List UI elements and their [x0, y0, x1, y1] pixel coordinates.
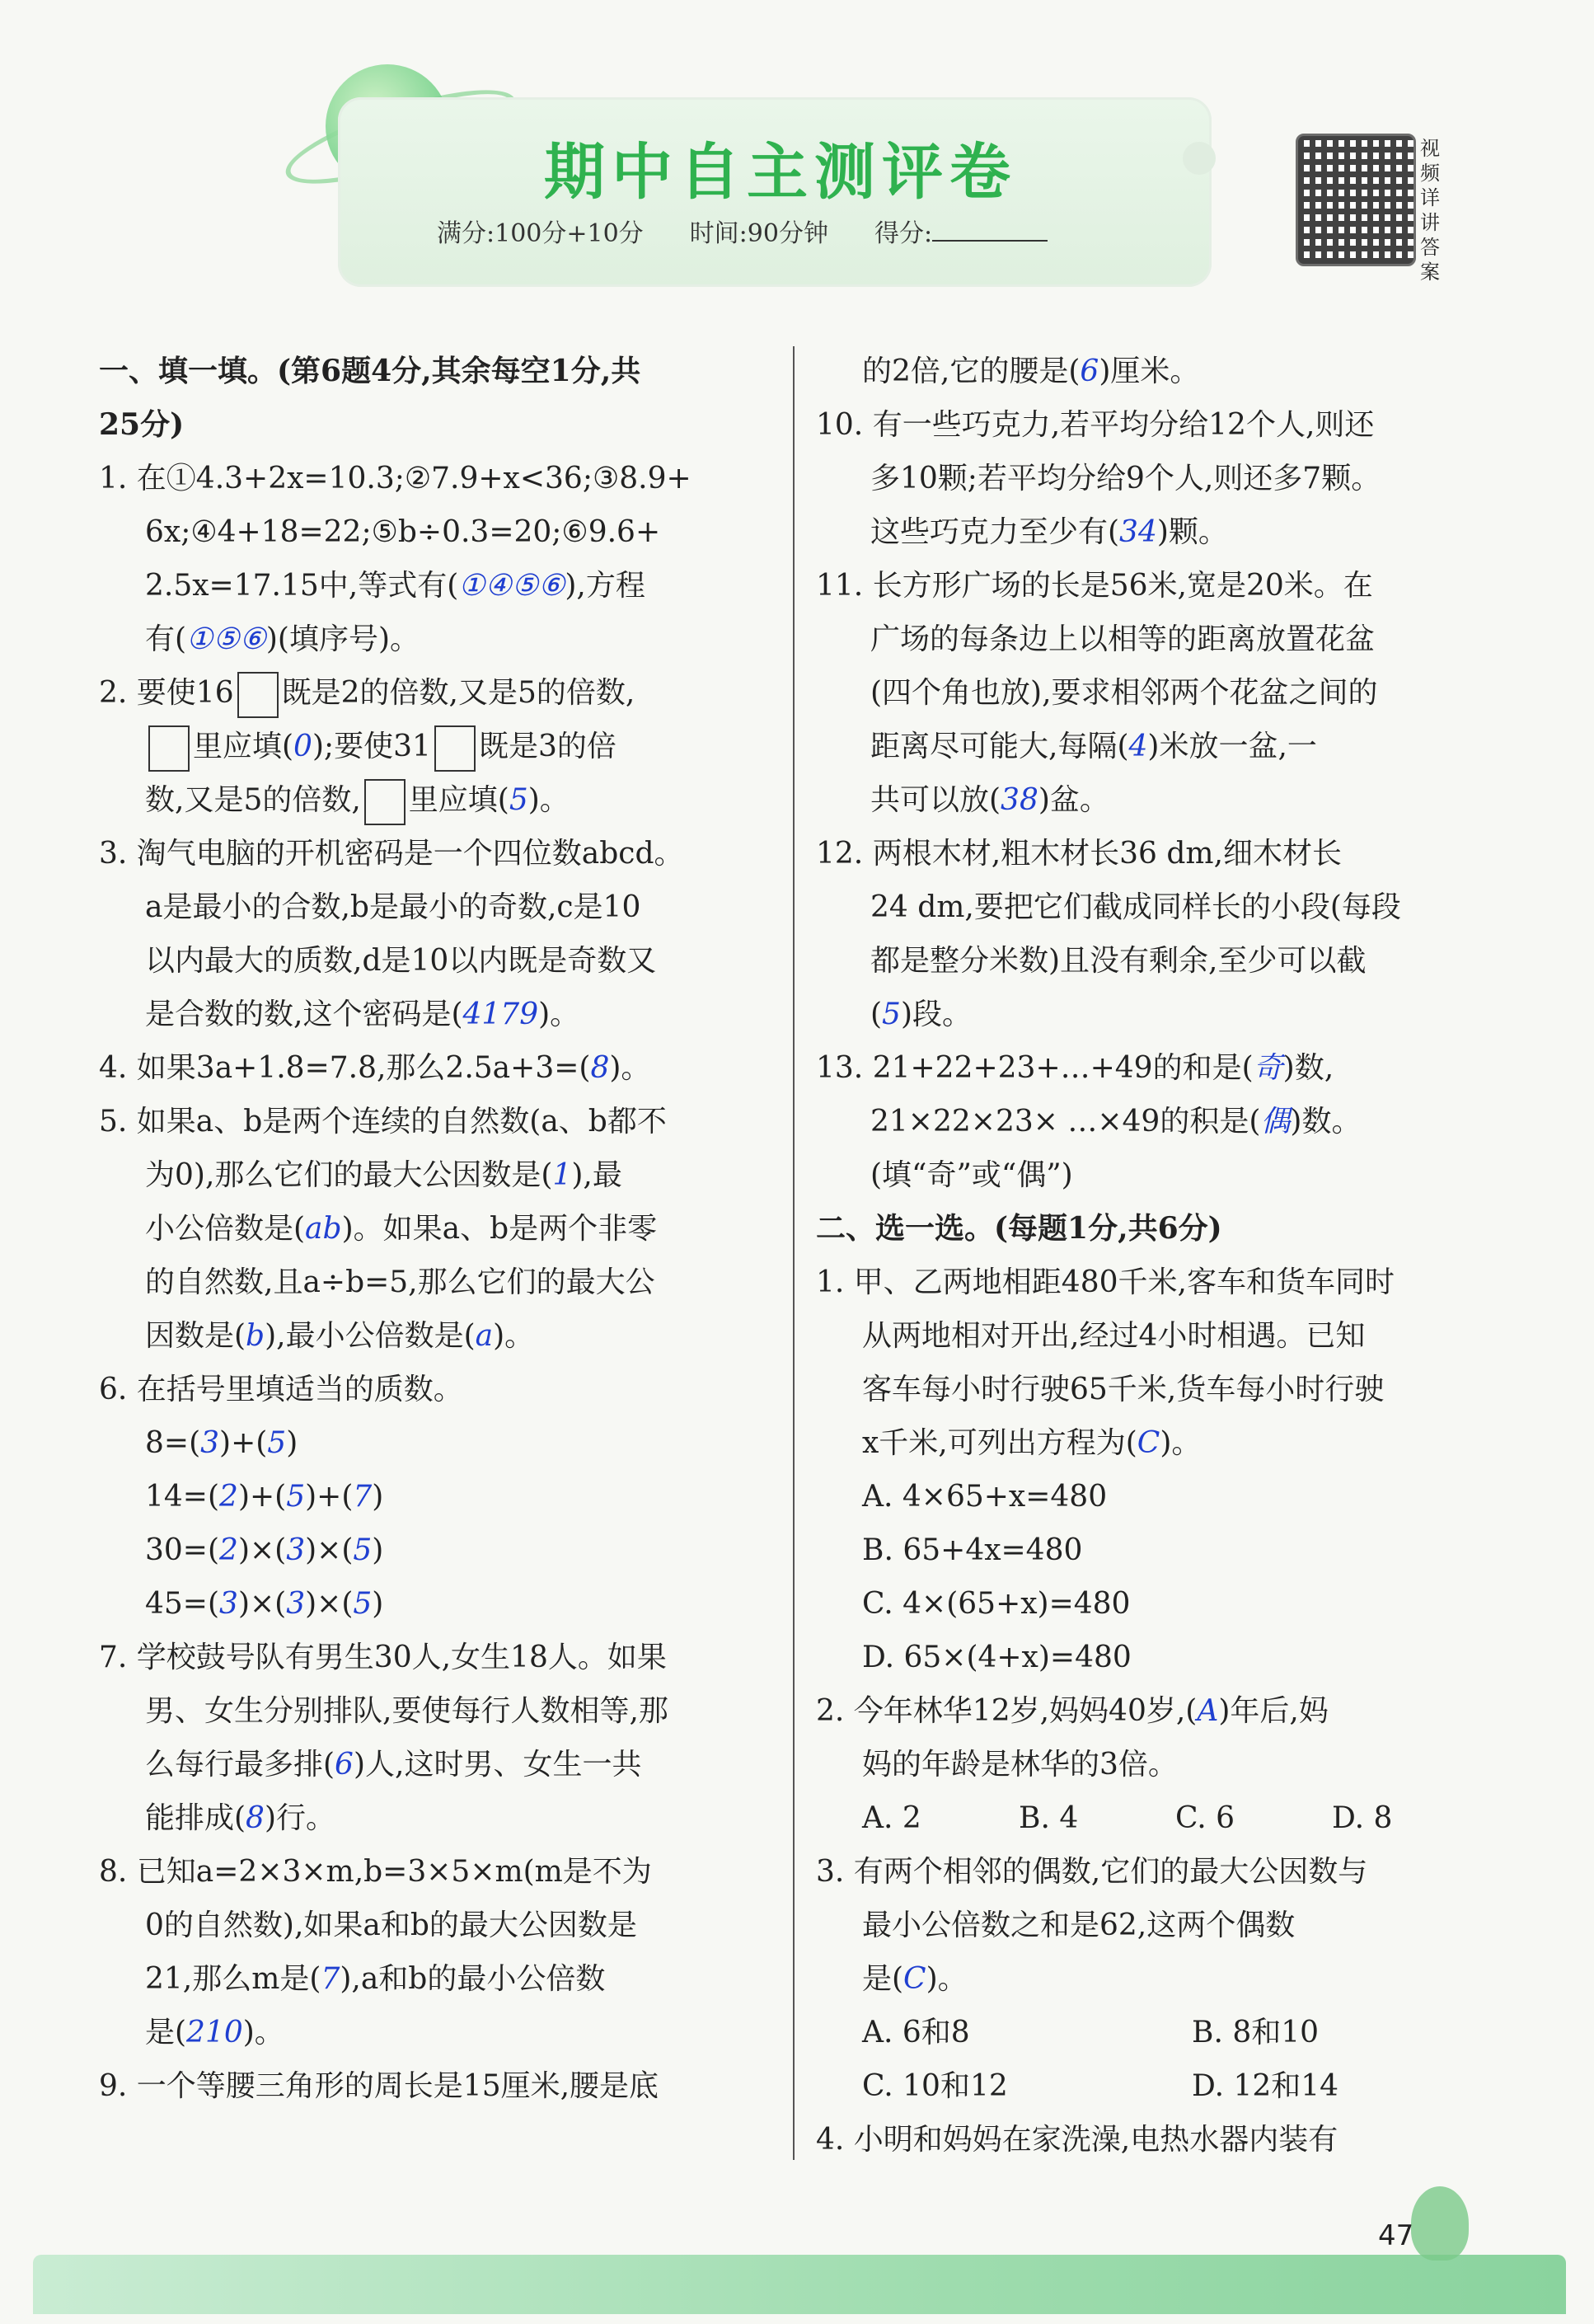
question-8: 8. 已知a=2×3×m,b=3×5×m(m是不为 0的自然数),如果a和b的最大公因数是 21,那么m是(7),a和b的最小公倍数 是(210)。: [99, 1855, 652, 2049]
answer: A: [1197, 1694, 1219, 1728]
qr-label: 视频详讲答案: [1420, 137, 1440, 284]
answer: 0: [293, 730, 312, 763]
answer: b: [246, 1319, 265, 1353]
option-b: B. 65+4x=480: [862, 1533, 1083, 1567]
answer: 34: [1119, 515, 1157, 549]
question-11: 11. 长方形广场的长是56米,宽是20米。在 广场的每条边上以相等的距离放置花盆 (四个角也放),要求相邻两个花盆之间的 距离尽可能大,每隔(4)米放一盆,一 共可以放(38)盆。: [816, 569, 1378, 817]
question-9-cont: 的2倍,它的腰是(6)厘米。: [862, 354, 1200, 388]
question-2: 2. 要使16 既是2的倍数,又是5的倍数, 里应填(0);要使31 既是3的倍 数,又是5的倍数, 里应填(5)。: [99, 666, 775, 827]
score-label: 得分:: [874, 219, 1094, 248]
question-1: 1. 在①4.3+2x=10.3;②7.9+x<36;③8.9+ 6x;④4+18=22;⑤b÷0.3=20;⑥9.6+ 2.5x=17.15中,等式有(①④⑤⑥),方程 有(①⑤⑥)(填序号)。: [99, 462, 692, 656]
choice-2: 2. 今年林华12岁,妈妈40岁,(A)年后,妈 妈的年龄是林华的3倍。 A. 2 B. 4 C. 6 D. 8: [816, 1684, 1475, 1845]
option-d: D. 8: [1332, 1801, 1393, 1835]
page-title: 期中自主测评卷: [544, 137, 1017, 208]
question-9: 9. 一个等腰三角形的周长是15厘米,腰是底: [99, 2069, 659, 2103]
answer: 3: [286, 1587, 306, 1621]
question-6: 6. 在括号里填适当的质数。 8=(3)+(5) 14=(2)+(5)+(7) 30=(2)×(3)×(5) 45=(3)×(3)×(5): [99, 1373, 463, 1621]
option-d: D. 12和14: [1192, 2069, 1339, 2103]
question-10: 10. 有一些巧克力,若平均分给12个人,则还 多10颗;若平均分给9个人,则还多7颗。 这些巧克力至少有(34)颗。: [816, 408, 1381, 549]
right-column: [816, 345, 1475, 2167]
blank-box: [148, 725, 190, 772]
answer: 偶: [1260, 1105, 1291, 1139]
answer: 8: [590, 1051, 610, 1085]
answer: a: [475, 1319, 494, 1353]
dolphin-icon: [1411, 2186, 1469, 2261]
option-a: A. 4×65+x=480: [862, 1480, 1108, 1514]
exam-time: 时间:90分钟: [689, 219, 828, 248]
banner-dot-decoration: [1183, 142, 1216, 175]
answer: 2: [219, 1480, 238, 1514]
option-b: B. 4: [1019, 1801, 1079, 1835]
answer: 3: [200, 1426, 220, 1460]
answer: 奇: [1253, 1051, 1283, 1085]
answer: 5: [267, 1426, 287, 1460]
answer: 6: [335, 1748, 354, 1782]
answer: ab: [305, 1212, 342, 1246]
option-c: C. 6: [1175, 1801, 1235, 1835]
answer: 4179: [462, 998, 539, 1031]
choice-4: 4. 小明和妈妈在家洗澡,电热水器内装有: [816, 2123, 1338, 2157]
question-3: 3. 淘气电脑的开机密码是一个四位数abcd。 a是最小的合数,b是最小的奇数,c是10 以内最大的质数,d是10以内既是奇数又 是合数的数,这个密码是(4179)。: [99, 837, 684, 1031]
footer-grass-decoration: [33, 2255, 1566, 2314]
section-1-title: 一、填一填。(第6题4分,其余每空1分,共: [99, 354, 641, 388]
option-c: C. 10和12: [862, 2069, 1008, 2103]
left-column: [99, 345, 775, 2113]
choice-3: 3. 有两个相邻的偶数,它们的最大公因数与 最小公倍数之和是62,这两个偶数 是(C)。 A. 6和8 B. 8和10 C. 10和12 D. 12和14: [816, 1845, 1475, 2113]
answer: 5: [353, 1533, 373, 1567]
question-4: 4. 如果3a+1.8=7.8,那么2.5a+3=(8)。: [99, 1051, 651, 1085]
answer: 6: [1080, 354, 1099, 388]
answer: 5: [286, 1480, 306, 1514]
answer: 7: [353, 1480, 373, 1514]
answer: 5: [509, 783, 528, 817]
page-number: 47: [1378, 2219, 1414, 2252]
full-score: 满分:100分+10分: [437, 219, 644, 248]
question-12: 12. 两根木材,粗木材长36 dm,细木材长 24 dm,要把它们截成同样长的小段(每段 都是整分米数)且没有剩余,至少可以截 (5)段。: [816, 837, 1401, 1031]
option-d: D. 65×(4+x)=480: [862, 1641, 1132, 1674]
answer: 1: [552, 1158, 572, 1192]
answer: 38: [1001, 783, 1038, 817]
blank-box: [364, 779, 406, 825]
answer: ①⑤⑥: [186, 622, 266, 656]
answer: 5: [882, 998, 901, 1031]
answer: 7: [321, 1962, 340, 1996]
answer: 210: [186, 2016, 243, 2049]
answer: 5: [353, 1587, 373, 1621]
question-13: 13. 21+22+23+…+49的和是(奇)数, 21×22×23× …×49的积是(偶)数。 (填“奇”或“偶”): [816, 1051, 1362, 1192]
answer: 2: [219, 1533, 238, 1567]
score-blank[interactable]: [932, 240, 1048, 242]
option-b: B. 8和10: [1192, 2016, 1320, 2049]
qr-code-icon[interactable]: [1296, 134, 1416, 266]
section-1-title-cont: 25分): [99, 407, 185, 442]
option-a: A. 6和8: [862, 2016, 970, 2049]
option-a: A. 2: [862, 1801, 921, 1835]
answer: ①④⑤⑥: [458, 569, 565, 603]
option-c: C. 4×(65+x)=480: [862, 1587, 1131, 1621]
question-7: 7. 学校鼓号队有男生30人,女生18人。如果 男、女生分别排队,要使每行人数相等,那 么每行最多排(6)人,这时男、女生一共 能排成(8)行。: [99, 1641, 668, 1835]
answer: 3: [286, 1533, 306, 1567]
column-divider: [793, 346, 795, 2160]
exam-info: [437, 213, 1140, 249]
section-2-title: 二、选一选。(每题1分,共6分): [816, 1211, 1222, 1246]
answer: C: [1137, 1426, 1160, 1460]
question-5: 5. 如果a、b是两个连续的自然数(a、b都不 为0),那么它们的最大公因数是(1),最 小公倍数是(ab)。如果a、b是两个非零 的自然数,且a÷b=5,那么它们的最大公 因数是(b),最小公倍数是(a)。: [99, 1105, 667, 1353]
blank-box: [434, 725, 476, 772]
answer: 4: [1128, 730, 1148, 763]
answer: 3: [219, 1587, 238, 1621]
choice-1: 1. 甲、乙两地相距480千米,客车和货车同时 从两地相对开出,经过4小时相遇。已知 客车每小时行驶65千米,货车每小时行驶 x千米,可列出方程为(C)。 A. 4×65+x=480 B. 65+4x=480 C. 4×(65+x)=480 D. 65×(4+x)=480: [816, 1256, 1475, 1684]
answer: 8: [246, 1801, 265, 1835]
blank-box: [237, 672, 279, 718]
answer: C: [903, 1962, 926, 1996]
